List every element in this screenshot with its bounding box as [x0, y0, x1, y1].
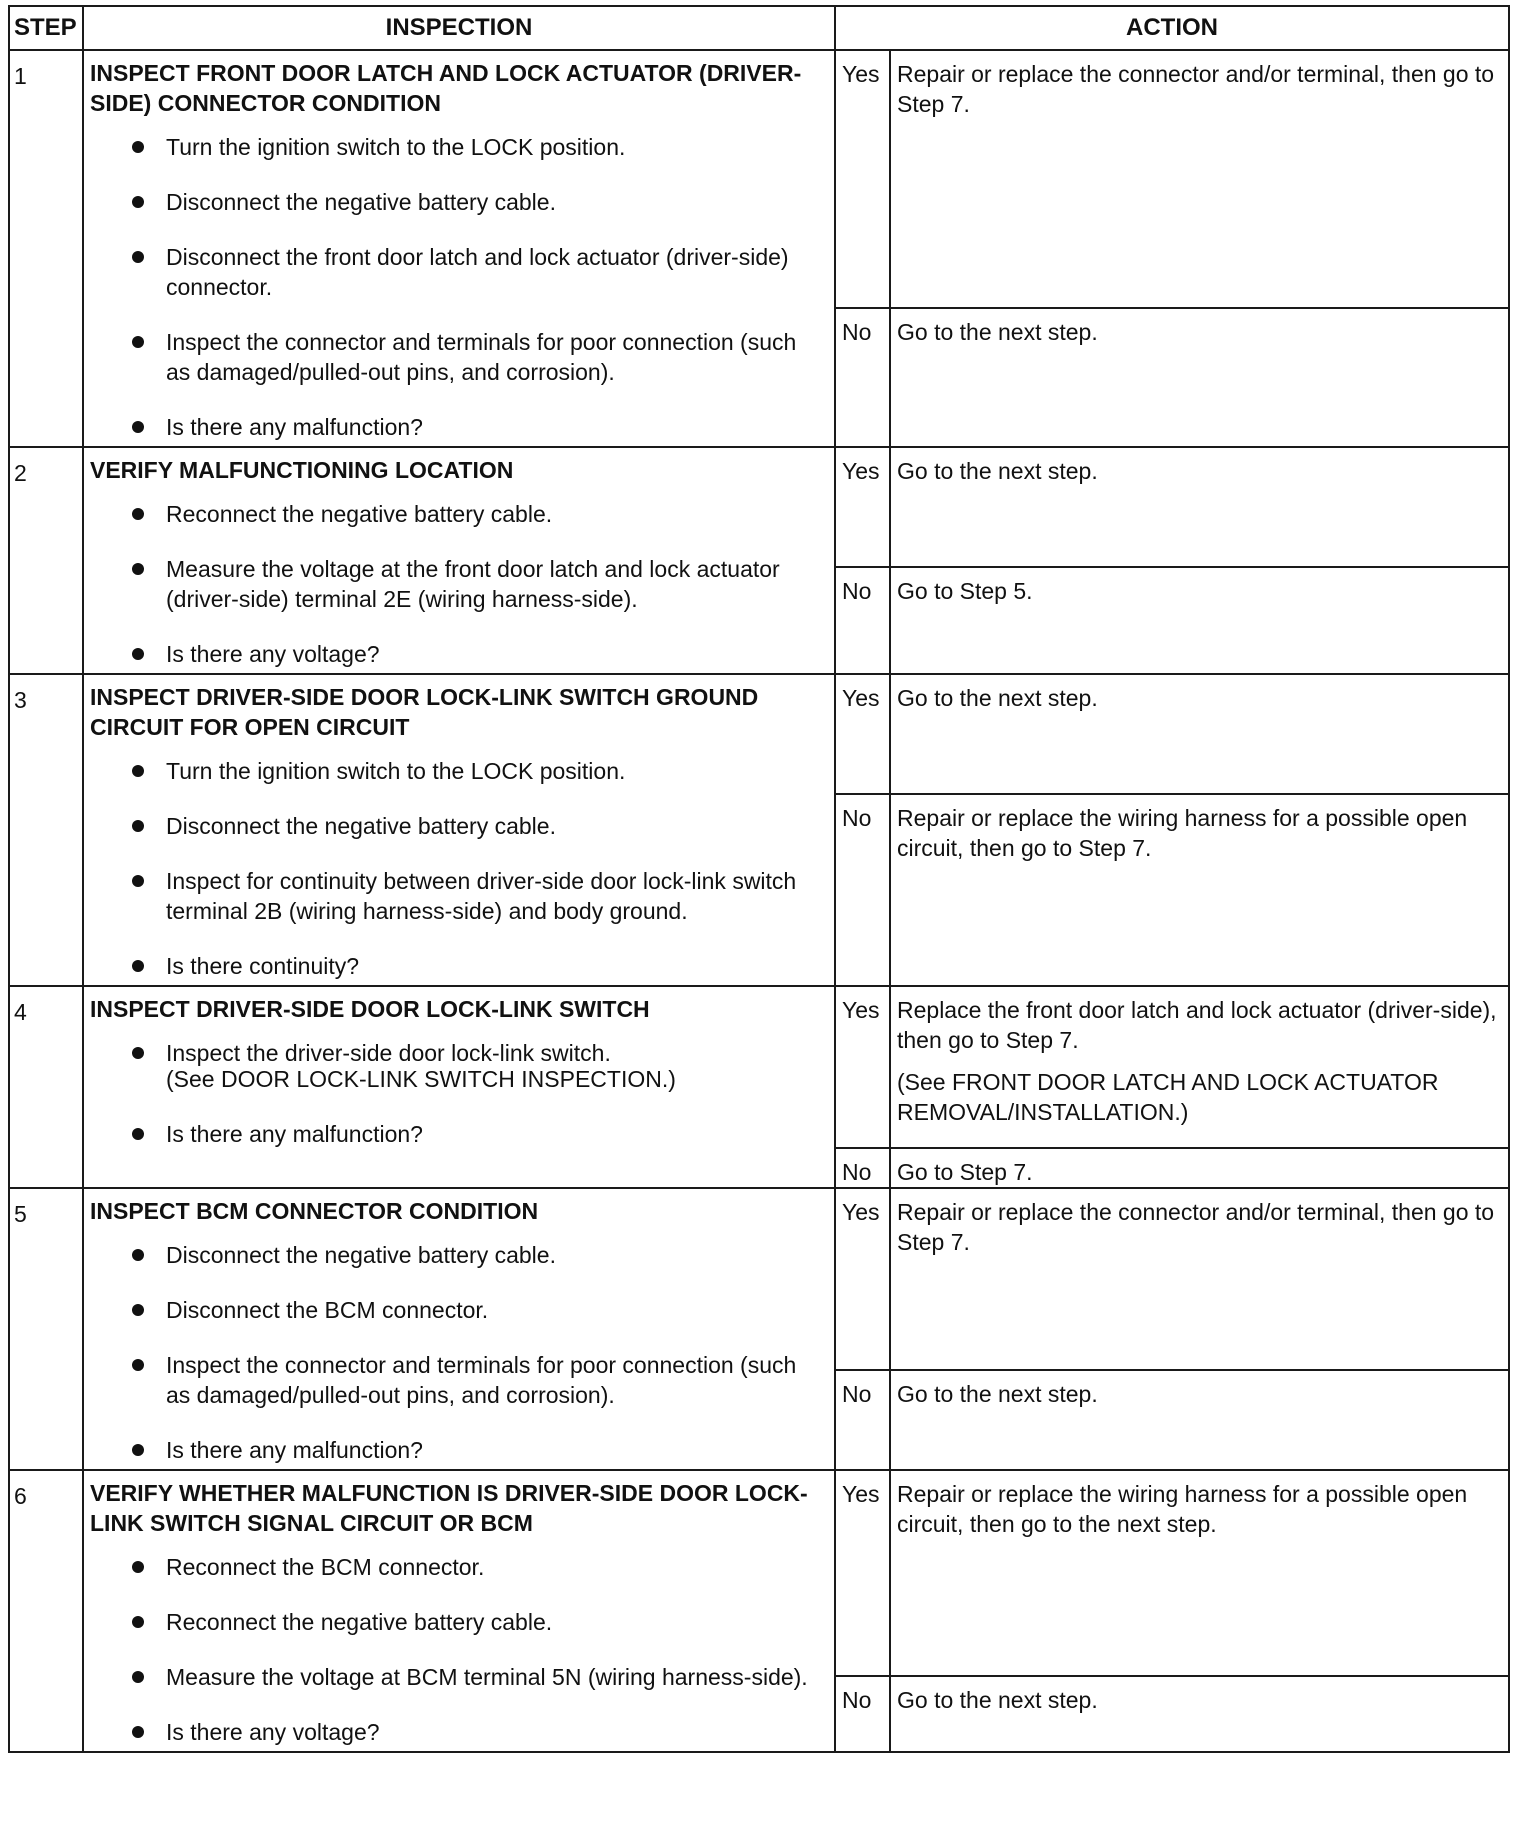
list-item	[130, 1662, 826, 1692]
yes-label: Yes	[835, 50, 890, 308]
bullet-text: Disconnect the negative battery cable.	[166, 1242, 556, 1268]
bullet-text: Inspect the driver-side door lock-link switch.	[166, 1040, 611, 1066]
step-title: VERIFY WHETHER MALFUNCTION IS DRIVER-SIDE DOOR LOCK-LINK SWITCH SIGNAL CIRCUIT OR BCM	[90, 1480, 808, 1536]
no-label: No	[835, 1148, 890, 1188]
no-label: No	[835, 1370, 890, 1470]
yes-action: Go to the next step.	[890, 674, 1509, 794]
list-item	[130, 1435, 826, 1465]
bullet-icon	[132, 251, 144, 263]
table-row	[9, 50, 1509, 308]
inspection-cell	[83, 1188, 835, 1470]
table-row	[9, 1470, 1509, 1676]
step-number: 1	[9, 50, 83, 447]
table-row	[9, 447, 1509, 567]
bullet-icon	[132, 1616, 144, 1628]
yes-action: Go to the next step.	[890, 447, 1509, 567]
bullet-text: Reconnect the negative battery cable.	[166, 501, 553, 527]
bullet-text: Is there any malfunction?	[166, 1121, 423, 1147]
no-label: No	[835, 1676, 890, 1752]
step-number: 4	[9, 986, 83, 1188]
bullet-text: Disconnect the BCM connector.	[166, 1297, 489, 1323]
bullet-icon	[132, 196, 144, 208]
bullet-text: Disconnect the negative battery cable.	[166, 189, 556, 215]
list-item	[130, 1119, 826, 1149]
bullet-text: Is there any malfunction?	[166, 414, 423, 440]
inspection-cell	[83, 50, 835, 447]
list-item	[130, 866, 826, 926]
list-item	[130, 132, 826, 162]
yes-action: Repair or replace the wiring harness for a possible open circuit, then go to the next step.	[890, 1470, 1509, 1676]
step-title: INSPECT BCM CONNECTOR CONDITION	[90, 1198, 539, 1224]
bullet-text: Is there any voltage?	[166, 1719, 380, 1745]
list-item	[130, 1350, 826, 1410]
bullet-list	[90, 1552, 826, 1747]
bullet-text: Reconnect the BCM connector.	[166, 1554, 485, 1580]
step-title: INSPECT DRIVER-SIDE DOOR LOCK-LINK SWITCH GROUND CIRCUIT FOR OPEN CIRCUIT	[90, 684, 759, 740]
inspection-cell	[83, 447, 835, 674]
bullet-text: Inspect the connector and terminals for poor connection (such as damaged/pulled-out pins, and corrosion).	[166, 329, 797, 385]
bullet-list	[90, 1240, 826, 1465]
table-row	[9, 1188, 1509, 1370]
bullet-icon	[132, 421, 144, 433]
bullet-icon	[132, 875, 144, 887]
step-column-header: STEP	[9, 6, 83, 50]
yes-action: Repair or replace the connector and/or terminal, then go to Step 7.	[890, 1188, 1509, 1370]
list-item	[130, 811, 826, 841]
bullet-icon	[132, 1561, 144, 1573]
list-item	[130, 412, 826, 442]
list-item	[130, 639, 826, 669]
yes-action-reference: (See FRONT DOOR LATCH AND LOCK ACTUATOR REMOVAL/INSTALLATION.)	[897, 1069, 1439, 1125]
inspection-cell	[83, 674, 835, 986]
bullet-list	[90, 1038, 826, 1068]
table-row	[9, 674, 1509, 794]
yes-label: Yes	[835, 1470, 890, 1676]
no-action: Go to Step 7.	[890, 1148, 1509, 1188]
bullet-icon	[132, 1249, 144, 1261]
bullet-icon	[132, 960, 144, 972]
bullet-icon	[132, 1671, 144, 1683]
bullet-list	[90, 1119, 826, 1149]
bullet-icon	[132, 1726, 144, 1738]
no-action: Go to the next step.	[890, 1370, 1509, 1470]
bullet-icon	[132, 508, 144, 520]
yes-label: Yes	[835, 986, 890, 1148]
no-label: No	[835, 567, 890, 674]
bullet-icon	[132, 765, 144, 777]
inspection-cell	[83, 1470, 835, 1752]
bullet-text: Disconnect the front door latch and lock actuator (driver-side) connector.	[166, 244, 789, 300]
yes-label: Yes	[835, 1188, 890, 1370]
bullet-text: Inspect for continuity between driver-side door lock-link switch terminal 2B (wiring harness-side) and body ground.	[166, 868, 797, 924]
list-item	[130, 1038, 826, 1068]
yes-action-cell	[890, 986, 1509, 1148]
list-item	[130, 499, 826, 529]
bullet-text: Turn the ignition switch to the LOCK position.	[166, 758, 626, 784]
table-row	[9, 986, 1509, 1148]
list-item	[130, 187, 826, 217]
list-item	[130, 242, 826, 302]
step-number: 6	[9, 1470, 83, 1752]
action-column-header: ACTION	[835, 6, 1509, 50]
no-action: Go to the next step.	[890, 1676, 1509, 1752]
yes-action: Replace the front door latch and lock actuator (driver-side), then go to Step 7.	[897, 997, 1497, 1053]
bullet-text: Turn the ignition switch to the LOCK position.	[166, 134, 626, 160]
bullet-icon	[132, 336, 144, 348]
no-action: Repair or replace the wiring harness for a possible open circuit, then go to Step 7.	[890, 794, 1509, 986]
step-number: 2	[9, 447, 83, 674]
bullet-icon	[132, 1047, 144, 1059]
yes-action: Repair or replace the connector and/or terminal, then go to Step 7.	[890, 50, 1509, 308]
bullet-text: Is there any voltage?	[166, 641, 380, 667]
table-header-row	[9, 6, 1509, 50]
bullet-text: Is there any malfunction?	[166, 1437, 423, 1463]
list-item	[130, 951, 826, 981]
list-item	[130, 554, 826, 614]
bullet-icon	[132, 1359, 144, 1371]
bullet-text: Measure the voltage at the front door latch and lock actuator (driver-side) terminal 2E (wiring harness-side).	[166, 556, 780, 612]
bullet-icon	[132, 820, 144, 832]
bullet-text: Reconnect the negative battery cable.	[166, 1609, 553, 1635]
bullet-text: Inspect the connector and terminals for poor connection (such as damaged/pulled-out pins, and corrosion).	[166, 1352, 797, 1408]
bullet-icon	[132, 648, 144, 660]
step-title: VERIFY MALFUNCTIONING LOCATION	[90, 457, 514, 483]
bullet-list	[90, 756, 826, 981]
bullet-text: Is there continuity?	[166, 953, 360, 979]
bullet-icon	[132, 1304, 144, 1316]
bullet-icon	[132, 563, 144, 575]
list-item	[130, 1295, 826, 1325]
yes-label: Yes	[835, 674, 890, 794]
inspection-column-header: INSPECTION	[83, 6, 835, 50]
no-action: Go to the next step.	[890, 308, 1509, 447]
no-action: Go to Step 5.	[890, 567, 1509, 674]
step-number: 3	[9, 674, 83, 986]
bullet-text: Disconnect the negative battery cable.	[166, 813, 556, 839]
bullet-list	[90, 499, 826, 669]
step-title: INSPECT FRONT DOOR LATCH AND LOCK ACTUATOR (DRIVER-SIDE) CONNECTOR CONDITION	[90, 60, 802, 116]
list-item	[130, 1717, 826, 1747]
bullet-icon	[132, 141, 144, 153]
bullet-icon	[132, 1444, 144, 1456]
diagnostic-table	[8, 5, 1510, 1753]
bullet-icon	[132, 1128, 144, 1140]
no-label: No	[835, 308, 890, 447]
no-label: No	[835, 794, 890, 986]
step-number: 5	[9, 1188, 83, 1470]
list-item	[130, 1607, 826, 1637]
list-item	[130, 756, 826, 786]
bullet-text: Measure the voltage at BCM terminal 5N (wiring harness-side).	[166, 1664, 808, 1690]
list-item	[130, 1240, 826, 1270]
bullet-list	[90, 132, 826, 442]
inspection-cell	[83, 986, 835, 1188]
reference-note: (See DOOR LOCK-LINK SWITCH INSPECTION.)	[166, 1066, 676, 1092]
yes-label: Yes	[835, 447, 890, 567]
step-title: INSPECT DRIVER-SIDE DOOR LOCK-LINK SWITCH	[90, 996, 650, 1022]
list-item	[130, 1552, 826, 1582]
list-item	[130, 327, 826, 387]
